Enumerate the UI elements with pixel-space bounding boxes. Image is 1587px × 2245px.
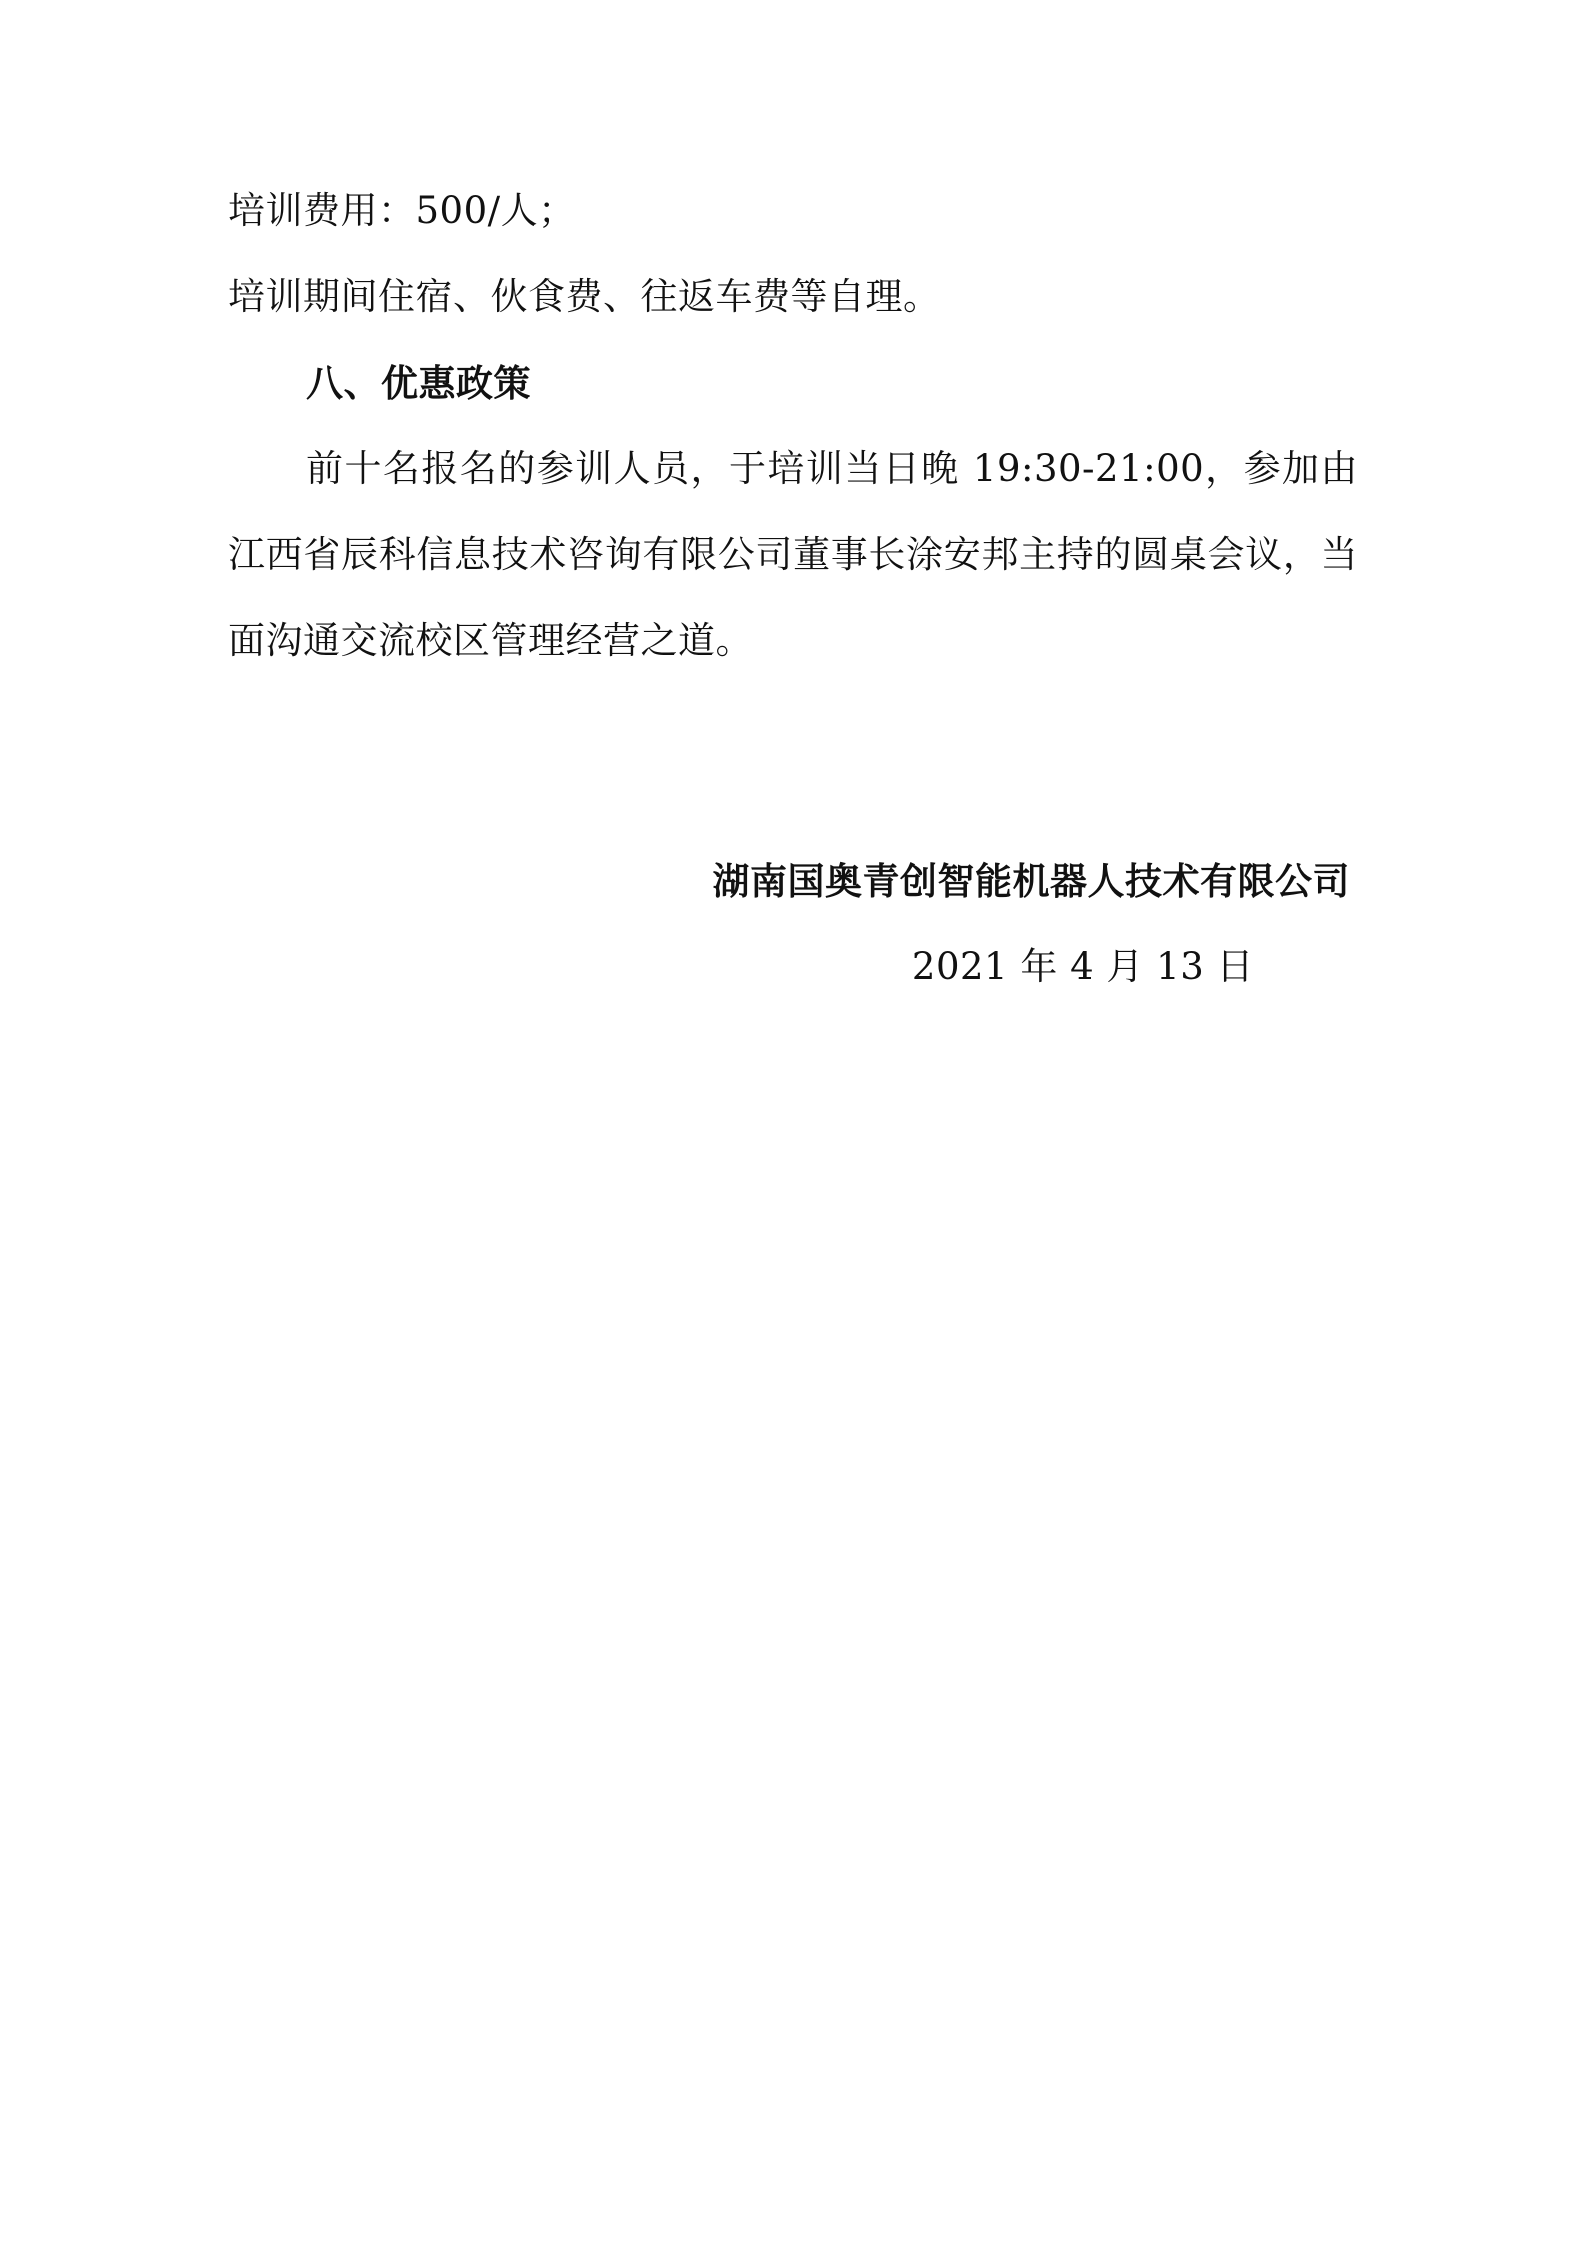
self-pay-line: 培训期间住宿、伙食费、往返车费等自理。 (228, 275, 941, 318)
policy-paragraph: 前十名报名的参训人员，于培训当日晚 19:30-21:00，参加由江西省辰科信息技术咨询有限公司董事长涂安邦主持的圆桌会议，当面沟通交流校区管理经营之道。 (228, 447, 1358, 662)
section-heading-eight: 八、优惠政策 (306, 361, 531, 405)
signature-block (228, 838, 1358, 1010)
fee-line: 培训费用：500/人； (228, 189, 576, 232)
vertical-spacer (228, 684, 1358, 834)
signature-date: 2021 年 4 月 13 日 (911, 945, 1254, 988)
document-body (228, 168, 1358, 1010)
signature-company: 湖南国奥青创智能机器人技术有限公司 (712, 859, 1350, 903)
